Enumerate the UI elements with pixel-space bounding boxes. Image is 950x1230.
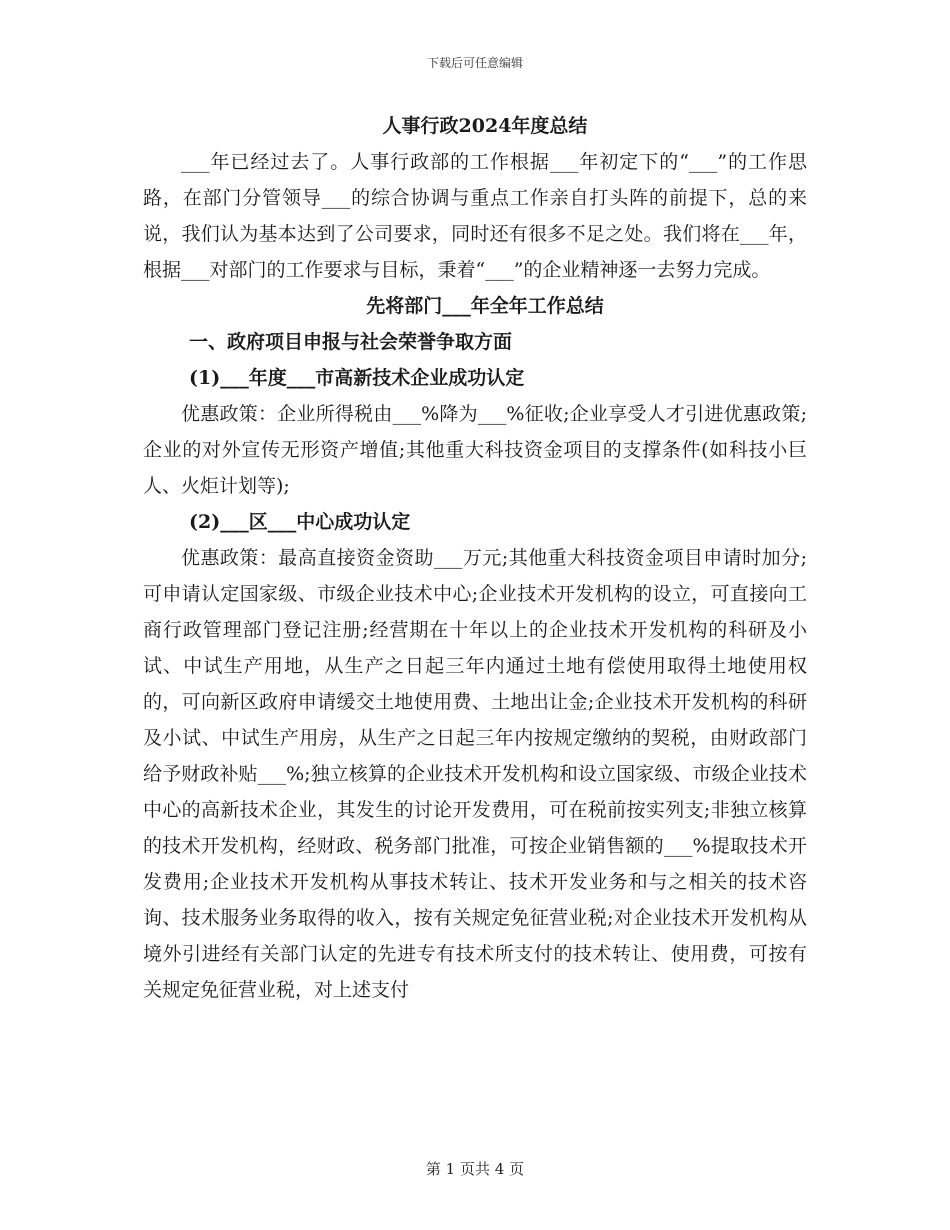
item-2-title: (2)___区___中心成功认定 xyxy=(189,511,411,533)
section-title: 先将部门___年全年工作总结 xyxy=(366,295,604,317)
item-1-title: (1)___年度___市高新技术企业成功认定 xyxy=(189,367,525,389)
item-2-body: 优惠政策：最高直接资金资助___万元;其他重大科技资金项目申请时加分;可申请认定国家级、市级企业技术中心;企业技术开发机构的设立，可直接向工商行政管理部门登记注册;经营期在十年以上的企业技术开发机构的科研及小试、中试生产用地，从生产之日起三年内通过土地有偿使用取得土地使用权的，可向新区政府申请缓交土地使用费、土地出让金;企业技术开发机构的科研及小试、中试生产用房，从生产之日起三年内按规定缴纳的契税，由财政部门给予财政补贴___%;独立核算的企业技术开发机构和设立国家级、市级企业技术中心的高新技术企业，其发生的讨论开发费用，可在税前按实列支;非独立核算的技术开发机构，经财政、税务部门批准，可按企业销售额的___%提取技术开发费用;企业技术开发机构从事技术转让、技术开发业务和与之相关的技术咨询、技术服务业务取得的收入，按有关规定免征营业税;对企业技术开发机构从境外引进经有关部门认定的先进专有技术所支付的技术转让、使用费，可按有关规定免征营业税，对上述支付 xyxy=(143,547,807,1001)
heading-level-1: 一、政府项目申报与社会荣誉争取方面 xyxy=(189,331,513,353)
document-title: 人事行政2024年度总结 xyxy=(382,115,588,137)
header-note: 下载后可任意编辑 xyxy=(426,56,523,70)
item-1-body: 优惠政策：企业所得税由___%降为___%征收;企业享受人才引进优惠政策;企业的对外宣传无形资产增值;其他重大科技资金项目的支撑条件(如科技小巨人、火炬计划等); xyxy=(143,403,807,497)
intro-paragraph: ___年已经过去了。人事行政部的工作根据___年初定下的“___”的工作思路，在部门分管领导___的综合协调与重点工作亲自打头阵的前提下，总的来说，我们认为基本达到了公司要求，同时还有很多不足之处。我们将在___年，根据___对部门的工作要求与目标，秉着“___”的企业精神逐一去努力完成。 xyxy=(143,151,807,281)
document-body xyxy=(143,108,807,1008)
page-footer: 第 1 页共 4 页 xyxy=(425,1160,525,1178)
